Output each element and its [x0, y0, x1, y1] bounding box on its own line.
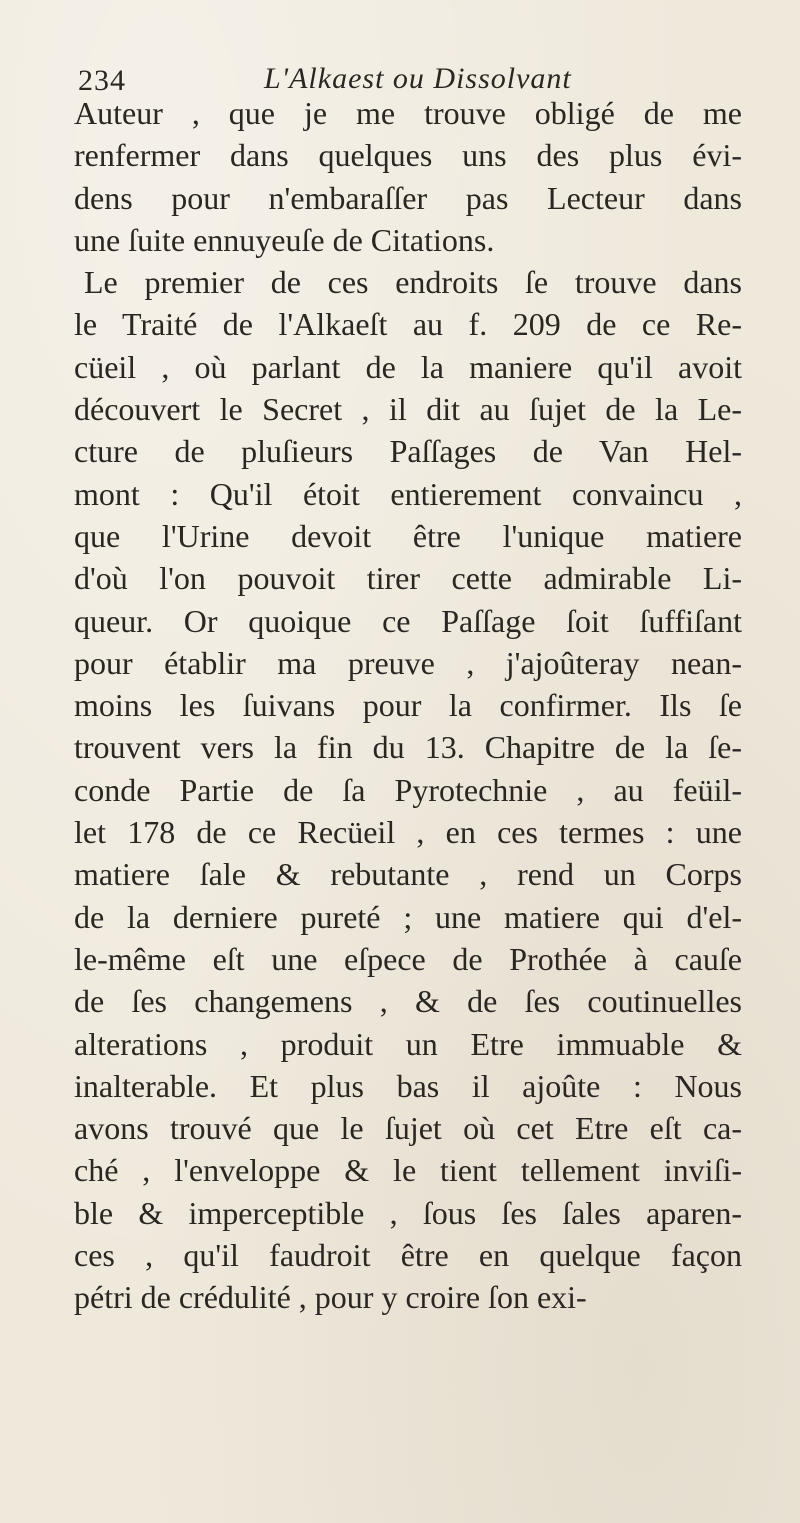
text-line: dens pour n'embaraſſer pas Lecteur dans — [74, 179, 742, 216]
text-line: queur. Or quoique ce Paſſage ſoit ſuffiſant — [74, 602, 742, 639]
text-line: pour établir ma preuve , j'ajoûteray nean- — [74, 644, 742, 681]
text-line: ché , l'enveloppe & le tient tellement inviſi- — [74, 1152, 742, 1189]
text-line: que l'Urine devoit être l'unique matiere — [74, 517, 742, 554]
text-line: renfermer dans quelques uns des plus évi- — [74, 137, 742, 174]
text-line: une ſuite ennuyeuſe de Citations. — [74, 221, 495, 258]
text-line: de la derniere pureté ; une matiere qui d'el- — [74, 898, 742, 935]
text-line: avons trouvé que le ſujet où cet Etre eſt ca- — [74, 1110, 742, 1147]
text-line: pétri de crédulité , pour y croire ſon exi- — [74, 1279, 587, 1316]
text-line: ble & imperceptible , ſous ſes ſales aparen- — [74, 1194, 742, 1231]
text-line: moins les ſuivans pour la confirmer. Ils ſe — [74, 687, 742, 724]
text-line: let 178 de ce Recüeil , en ces termes : une — [74, 814, 742, 851]
text-line: le Traité de l'Alkaeſt au f. 209 de ce Re- — [74, 306, 742, 343]
text-line: alterations , produit un Etre immuable & — [74, 1025, 742, 1062]
text-line: d'où l'on pouvoit tirer cette admirable Li- — [74, 560, 742, 597]
text-line: cüeil , où parlant de la maniere qu'il avoit — [74, 348, 742, 385]
text-line: matiere ſale & rebutante , rend un Corps — [74, 856, 742, 893]
text-line: découvert le Secret , il dit au ſujet de la Le- — [74, 391, 742, 428]
text-line: Auteur , que je me trouve obligé de me — [74, 95, 742, 131]
text-line: trouvent vers la fin du 13. Chapitre de la ſe- — [74, 729, 742, 766]
text-line: mont : Qu'il étoit entierement convaincu , — [74, 475, 742, 512]
text-line: de ſes changemens , & de ſes coutinuelles — [74, 983, 742, 1020]
text-line: conde Partie de ſa Pyrotechnie , au feüil- — [74, 771, 742, 808]
body-text — [74, 92, 742, 1319]
text-line: le-même eſt une eſpece de Prothée à cauſe — [74, 940, 742, 977]
text-line: inalterable. Et plus bas il ajoûte : Nous — [74, 1067, 742, 1104]
text-line: cture de pluſieurs Paſſages de Van Hel- — [74, 433, 742, 470]
page-number: 234 — [78, 64, 126, 97]
text-line: Le premier de ces endroits ſe trouve dans — [84, 264, 742, 301]
text-line: ces , qu'il faudroit être en quelque façon — [74, 1237, 742, 1274]
running-title: L'Alkaest ou Dissolvant — [264, 62, 572, 95]
